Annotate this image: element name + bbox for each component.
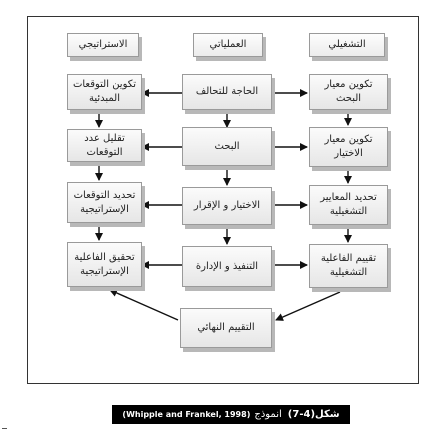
header-operational: التشغيلي [309,33,385,57]
box-selection-approval: الاختيار و الإقرار [182,187,272,225]
margin-mark [2,428,7,429]
box-final-evaluation: التقييم النهائي [180,308,272,348]
caption-reference: (Whipple and Frankel, 1998) [122,410,251,419]
caption-figure-number: شكل(4-7) [287,409,340,420]
box-strategic-expectations: تحديد التوقعات الإستراتيجية [67,182,142,223]
arrow-evaluate-to-final [276,292,340,320]
box-reduce-expectations: تقليل عدد التوقعات [67,129,142,162]
box-need-to-ally: الحاجة للتحالف [182,74,272,110]
box-operational-criteria: تحديد المعايير التشغيلية [309,185,388,225]
arrow-final-to-achieve [110,290,178,320]
figure-caption [112,405,350,424]
box-initial-expectations: تكوين التوقعات المبدئية [67,74,142,110]
box-selection-criteria: تكوين معيار الاختيار [309,127,388,167]
box-operational-effectiveness: تقييم الفاعلية التشغيلية [309,244,388,288]
header-tactical: العملياتي [193,33,263,57]
box-strategic-effectiveness: تحقيق الفاعلية الإستراتيجية [67,242,142,287]
box-implementation-management: التنفيذ و الإدارة [182,246,272,287]
box-research-criteria: تكوين معيار البحث [309,74,388,110]
caption-model: انموذج [254,409,282,420]
box-search: البحث [182,127,272,166]
header-strategic: الاستراتيجي [67,33,139,57]
